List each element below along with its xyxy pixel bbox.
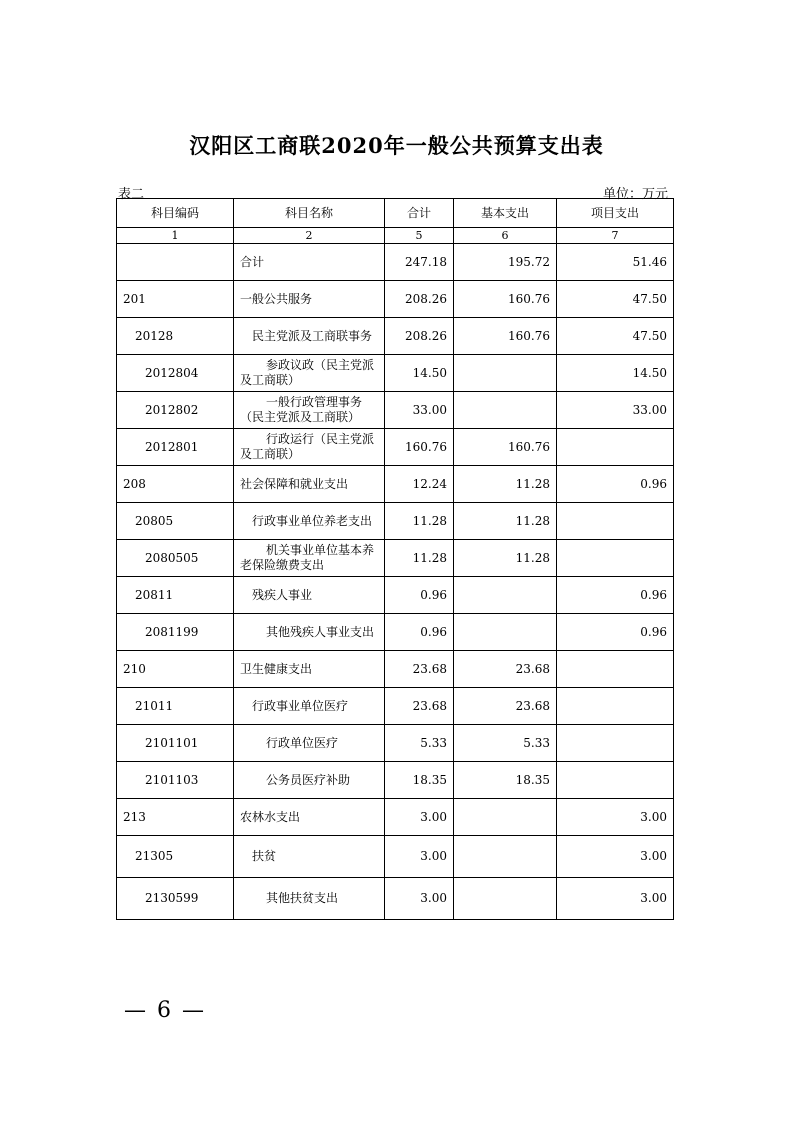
cell-basic: 160.76 <box>454 318 557 355</box>
table-row <box>117 688 674 725</box>
cell-basic <box>454 799 557 836</box>
column-header-name: 科目名称 <box>234 199 385 228</box>
cell-name: 社会保障和就业支出 <box>234 466 385 503</box>
cell-basic: 11.28 <box>454 466 557 503</box>
cell-project: 0.96 <box>557 577 674 614</box>
cell-total: 23.68 <box>385 688 454 725</box>
cell-code: 20811 <box>117 577 234 614</box>
cell-code: 2101103 <box>117 762 234 799</box>
column-number: 7 <box>557 228 674 244</box>
table-row <box>117 503 674 540</box>
table-row <box>117 836 674 878</box>
cell-total: 14.50 <box>385 355 454 392</box>
cell-basic: 160.76 <box>454 429 557 466</box>
cell-basic: 5.33 <box>454 725 557 762</box>
unit-label: 单位：万元 <box>602 187 668 202</box>
cell-name: 其他残疾人事业支出 <box>234 614 385 651</box>
column-header-code: 科目编码 <box>117 199 234 228</box>
table-row <box>117 878 674 920</box>
table-row <box>117 540 674 577</box>
cell-total: 0.96 <box>385 614 454 651</box>
cell-code: 201 <box>117 281 234 318</box>
table-header-row <box>117 199 674 228</box>
cell-code: 20128 <box>117 318 234 355</box>
cell-project <box>557 429 674 466</box>
cell-name: 行政单位医疗 <box>234 725 385 762</box>
table-row <box>117 429 674 466</box>
cell-name: 参政议政（民主党派及工商联） <box>234 355 385 392</box>
cell-code: 20805 <box>117 503 234 540</box>
cell-project <box>557 540 674 577</box>
column-number: 5 <box>385 228 454 244</box>
cell-total: 3.00 <box>385 836 454 878</box>
cell-project <box>557 762 674 799</box>
budget-table <box>116 198 674 920</box>
cell-basic <box>454 836 557 878</box>
cell-total: 0.96 <box>385 577 454 614</box>
cell-total: 3.00 <box>385 799 454 836</box>
table-row <box>117 799 674 836</box>
cell-total: 23.68 <box>385 651 454 688</box>
table-row <box>117 244 674 281</box>
table-row <box>117 392 674 429</box>
column-header-basic: 基本支出 <box>454 199 557 228</box>
cell-basic: 11.28 <box>454 503 557 540</box>
cell-total: 160.76 <box>385 429 454 466</box>
cell-project <box>557 651 674 688</box>
cell-project <box>557 725 674 762</box>
cell-code: 21305 <box>117 836 234 878</box>
table-row <box>117 651 674 688</box>
cell-name: 行政运行（民主党派及工商联） <box>234 429 385 466</box>
column-number: 2 <box>234 228 385 244</box>
cell-code: 210 <box>117 651 234 688</box>
cell-name: 行政事业单位养老支出 <box>234 503 385 540</box>
page-number: — 6 — <box>124 998 206 1023</box>
cell-total: 11.28 <box>385 503 454 540</box>
cell-total: 12.24 <box>385 466 454 503</box>
cell-name: 一般行政管理事务（民主党派及工商联） <box>234 392 385 429</box>
cell-project: 3.00 <box>557 836 674 878</box>
cell-project: 3.00 <box>557 799 674 836</box>
column-header-total: 合计 <box>385 199 454 228</box>
cell-total: 208.26 <box>385 281 454 318</box>
cell-total: 33.00 <box>385 392 454 429</box>
cell-total: 11.28 <box>385 540 454 577</box>
table-row <box>117 281 674 318</box>
table-row <box>117 466 674 503</box>
cell-name: 其他扶贫支出 <box>234 878 385 920</box>
cell-basic: 23.68 <box>454 688 557 725</box>
cell-basic: 11.28 <box>454 540 557 577</box>
cell-name: 合计 <box>234 244 385 281</box>
column-number-row <box>117 228 674 244</box>
cell-project: 47.50 <box>557 318 674 355</box>
cell-code: 2080505 <box>117 540 234 577</box>
cell-code <box>117 244 234 281</box>
cell-basic <box>454 577 557 614</box>
cell-code: 2101101 <box>117 725 234 762</box>
table-row <box>117 762 674 799</box>
cell-code: 2012804 <box>117 355 234 392</box>
cell-code: 2012802 <box>117 392 234 429</box>
column-number: 6 <box>454 228 557 244</box>
table-label: 表二 <box>118 187 145 202</box>
table-row <box>117 725 674 762</box>
table-row <box>117 318 674 355</box>
cell-basic: 195.72 <box>454 244 557 281</box>
cell-code: 2012801 <box>117 429 234 466</box>
cell-project: 47.50 <box>557 281 674 318</box>
cell-name: 民主党派及工商联事务 <box>234 318 385 355</box>
cell-project: 14.50 <box>557 355 674 392</box>
table-row <box>117 614 674 651</box>
cell-total: 247.18 <box>385 244 454 281</box>
cell-code: 208 <box>117 466 234 503</box>
column-header-project: 项目支出 <box>557 199 674 228</box>
cell-code: 21011 <box>117 688 234 725</box>
cell-project: 0.96 <box>557 614 674 651</box>
cell-name: 公务员医疗补助 <box>234 762 385 799</box>
cell-total: 3.00 <box>385 878 454 920</box>
cell-code: 213 <box>117 799 234 836</box>
document-title: 汉阳区工商联2020年一般公共预算支出表 <box>189 133 604 158</box>
cell-code: 2081199 <box>117 614 234 651</box>
cell-basic <box>454 614 557 651</box>
cell-name: 残疾人事业 <box>234 577 385 614</box>
table-row <box>117 355 674 392</box>
cell-project: 33.00 <box>557 392 674 429</box>
column-number: 1 <box>117 228 234 244</box>
cell-name: 农林水支出 <box>234 799 385 836</box>
cell-name: 扶贫 <box>234 836 385 878</box>
cell-total: 208.26 <box>385 318 454 355</box>
cell-basic: 23.68 <box>454 651 557 688</box>
cell-basic: 18.35 <box>454 762 557 799</box>
table-row <box>117 577 674 614</box>
cell-project: 3.00 <box>557 878 674 920</box>
cell-project <box>557 503 674 540</box>
cell-project <box>557 688 674 725</box>
cell-basic: 160.76 <box>454 281 557 318</box>
cell-name: 行政事业单位医疗 <box>234 688 385 725</box>
cell-total: 5.33 <box>385 725 454 762</box>
cell-total: 18.35 <box>385 762 454 799</box>
cell-basic <box>454 392 557 429</box>
cell-basic <box>454 878 557 920</box>
cell-project: 0.96 <box>557 466 674 503</box>
cell-name: 机关事业单位基本养老保险缴费支出 <box>234 540 385 577</box>
cell-project: 51.46 <box>557 244 674 281</box>
cell-name: 卫生健康支出 <box>234 651 385 688</box>
cell-basic <box>454 355 557 392</box>
cell-name: 一般公共服务 <box>234 281 385 318</box>
cell-code: 2130599 <box>117 878 234 920</box>
